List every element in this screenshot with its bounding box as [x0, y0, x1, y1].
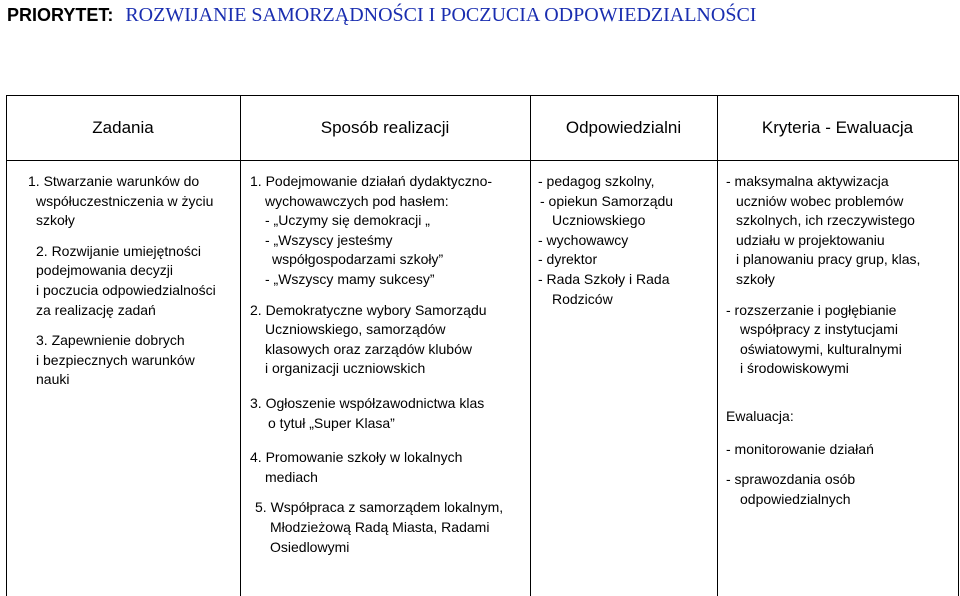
responsible-text: - opiekun Samorządu	[540, 192, 674, 209]
criteria-text: współpracy z instytucjami	[740, 321, 898, 338]
evaluation-text: - sprawozdania osób	[726, 471, 856, 488]
criteria-text: szkolnych, ich rzeczywistego	[736, 212, 915, 229]
criteria-text: szkoły	[736, 270, 775, 287]
criteria-text: uczniów wobec problemów	[736, 192, 904, 209]
criteria-text: i planowaniu pracy grup, klas,	[736, 251, 921, 268]
header-separator	[6, 160, 959, 161]
priority-text: ROZWIJANIE SAMORZĄDNOŚCI I POCZUCIA ODPOWIEDZIALNOŚCI	[125, 4, 757, 26]
criteria-text: oświatowymi, kulturalnymi	[740, 340, 902, 357]
method-text: 2. Demokratyczne wybory Samorządu	[250, 301, 487, 318]
evaluation-heading: Ewaluacja:	[726, 407, 794, 424]
task-text: za realizację zadań	[36, 301, 156, 318]
task-text: 3. Zapewnienie dobrych	[36, 332, 185, 349]
method-text: - „Wszyscy mamy sukcesy”	[265, 270, 435, 287]
method-text: - „Wszyscy jesteśmy	[265, 231, 393, 248]
method-text: i organizacji uczniowskich	[265, 360, 426, 377]
task-text: i poczucia odpowiedzialności	[36, 281, 216, 298]
column-border-2	[530, 95, 531, 596]
kryteria-ewaluacja-cell	[726, 172, 956, 509]
task-text: nauki	[36, 371, 70, 388]
priority-label: PRIORYTET:	[7, 5, 114, 25]
method-text: 3. Ogłoszenie współzawodnictwa klas	[250, 394, 485, 411]
criteria-text: - maksymalna aktywizacja	[726, 173, 889, 189]
method-text: 5. Współpraca z samorządem lokalnym,	[255, 499, 504, 516]
method-text: - „Uczymy się demokracji „	[265, 212, 430, 229]
column-border-right	[958, 95, 959, 596]
column-header-zadania: Zadania	[92, 117, 154, 137]
criteria-text: i środowiskowymi	[740, 360, 849, 377]
task-text: szkoły	[36, 212, 75, 229]
priority-heading	[7, 4, 756, 27]
responsible-text: Uczniowskiego	[552, 212, 646, 229]
method-text: mediach	[265, 468, 318, 485]
method-text: klasowych oraz zarządów klubów	[265, 340, 472, 357]
column-border-left	[6, 95, 7, 596]
responsible-text: - pedagog szkolny,	[538, 173, 655, 189]
column-header-odpowiedzialni: Odpowiedzialni	[565, 117, 682, 137]
criteria-text: udziału w projektowaniu	[736, 231, 885, 248]
task-text: 2. Rozwijanie umiejętności	[36, 242, 201, 259]
evaluation-text: odpowiedzialnych	[740, 490, 851, 507]
responsible-text: - dyrektor	[538, 251, 598, 268]
column-header-sposob-realizacji: Sposób realizacji	[320, 117, 450, 137]
evaluation-text: - monitorowanie działań	[726, 440, 874, 457]
column-border-3	[717, 95, 718, 596]
criteria-text: - rozszerzanie i pogłębianie	[726, 301, 897, 318]
method-text: o tytuł „Super Klasa”	[268, 414, 395, 431]
column-border-1	[240, 95, 241, 596]
task-text: i bezpiecznych warunków	[36, 351, 195, 368]
responsible-text: - wychowawcy	[538, 231, 629, 248]
sposob-realizacji-cell	[250, 172, 528, 557]
method-text: współgospodarzami szkoły”	[272, 251, 444, 268]
method-text: Osiedlowymi	[270, 538, 350, 555]
responsible-text: Rodziców	[552, 290, 613, 307]
method-text: 4. Promowanie szkoły w lokalnych	[250, 449, 463, 466]
task-text: współuczestniczenia w życiu	[36, 192, 214, 209]
method-text: Uczniowskiego, samorządów	[265, 321, 446, 338]
responsible-text: - Rada Szkoły i Rada	[538, 270, 670, 287]
method-text: Młodzieżową Radą Miasta, Radami	[270, 518, 490, 535]
method-text: 1. Podejmowanie działań dydaktyczno-	[250, 173, 493, 189]
task-text: 1. Stwarzanie warunków do	[28, 173, 200, 189]
task-text: podejmowania decyzji	[36, 262, 173, 279]
method-text: wychowawczych pod hasłem:	[265, 192, 449, 209]
zadania-cell	[24, 172, 236, 390]
odpowiedzialni-cell	[538, 172, 714, 309]
column-header-kryteria-ewaluacja: Kryteria - Ewaluacja	[761, 117, 914, 137]
